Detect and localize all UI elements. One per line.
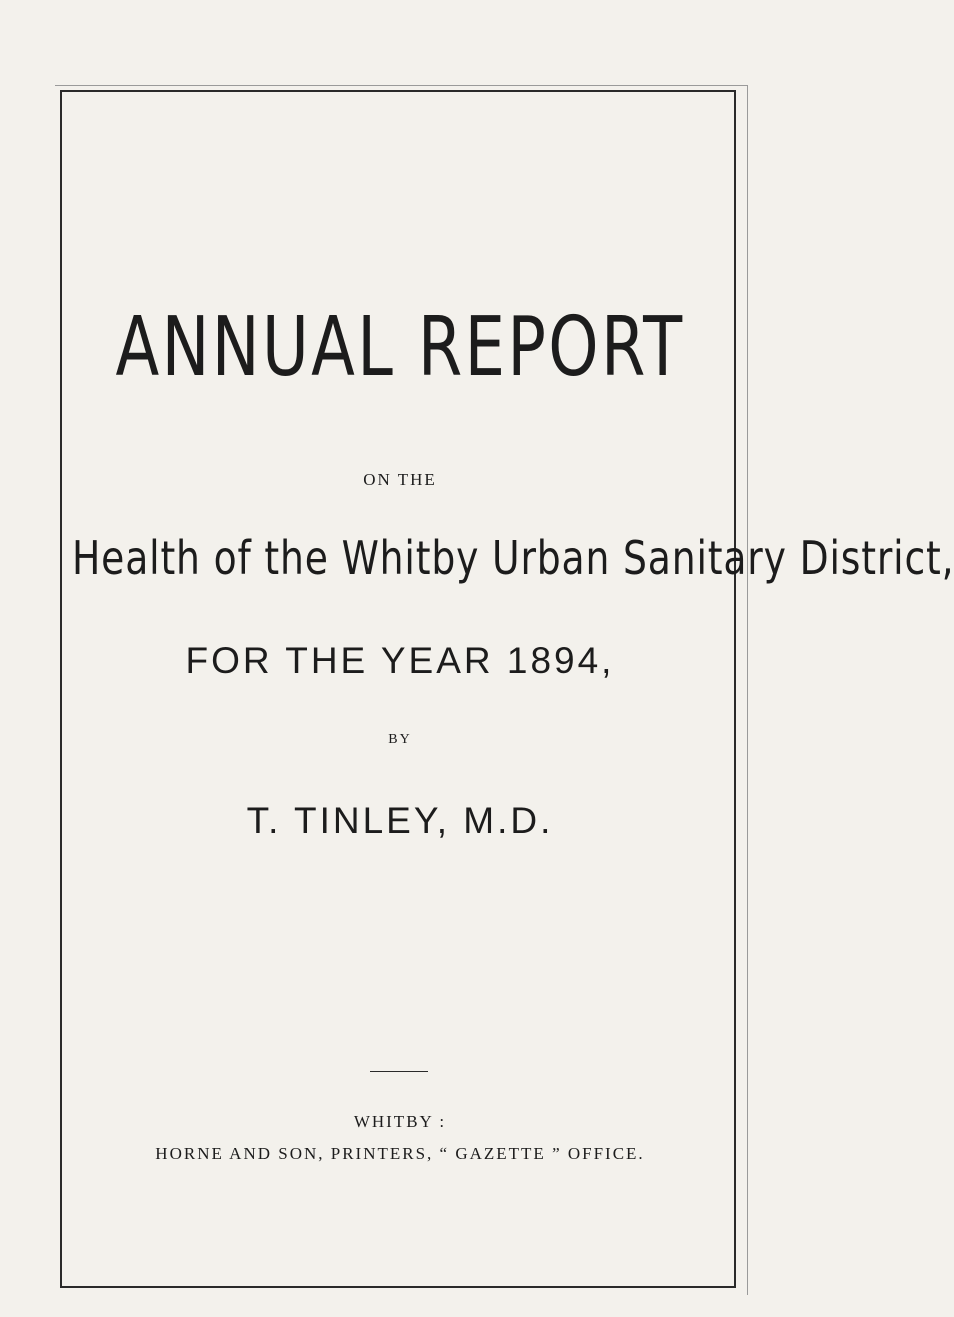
imprint-place: WHITBY : — [353, 1112, 447, 1131]
report-subject: Health of the Whitby Urban Sanitary District, — [72, 531, 954, 585]
divider-rule — [370, 1071, 428, 1072]
imprint-printer: HORNE AND SON, PRINTERS, “ GAZETTE ” OFFICE. — [155, 1144, 645, 1163]
author-name: T. TINLEY, M.D. — [246, 800, 554, 841]
on-the-label: ON THE — [363, 470, 437, 489]
by-label: BY — [388, 732, 412, 747]
report-title: ANNUAL REPORT — [115, 300, 685, 395]
page-border-frame — [60, 90, 954, 1288]
report-year: FOR THE YEAR 1894, — [185, 640, 615, 681]
